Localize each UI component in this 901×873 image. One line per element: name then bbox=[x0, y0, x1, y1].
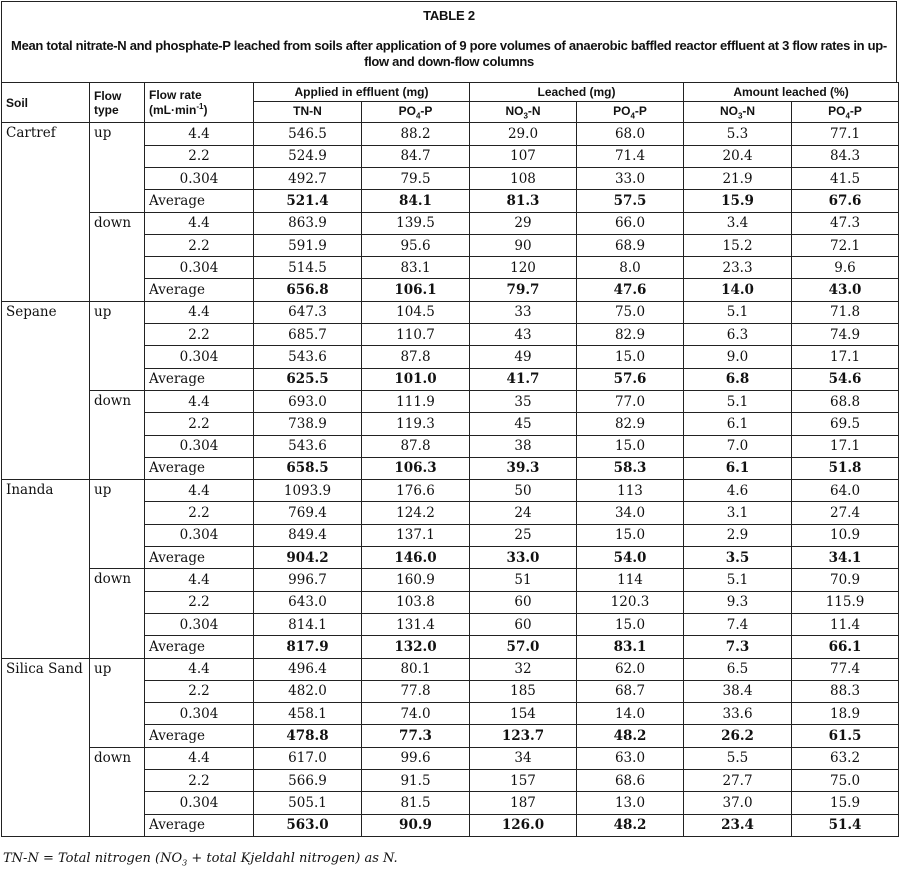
value-cell: 111.9 bbox=[362, 390, 470, 412]
value-cell: 5.1 bbox=[684, 301, 792, 323]
table-row bbox=[2, 747, 899, 769]
value-cell: 87.8 bbox=[362, 346, 470, 368]
value-cell: 20.4 bbox=[684, 145, 792, 167]
header-flow-type: Flow type bbox=[90, 83, 145, 123]
average-value: 478.8 bbox=[254, 725, 362, 747]
value-cell: 8.0 bbox=[577, 257, 684, 279]
subheader-suffix: -P bbox=[634, 104, 647, 118]
flow-rate-cell: 4.4 bbox=[145, 658, 254, 680]
value-cell: 814.1 bbox=[254, 613, 362, 635]
value-cell: 514.5 bbox=[254, 257, 362, 279]
value-cell: 74.9 bbox=[792, 324, 899, 346]
value-cell: 75.0 bbox=[577, 301, 684, 323]
subheader-subscript: 4 bbox=[630, 111, 635, 121]
value-cell: 47.3 bbox=[792, 212, 899, 234]
flow-rate-cell: 2.2 bbox=[145, 770, 254, 792]
value-cell: 70.9 bbox=[792, 569, 899, 591]
value-cell: 17.1 bbox=[792, 435, 899, 457]
average-value: 54.0 bbox=[577, 547, 684, 569]
value-cell: 29.0 bbox=[470, 123, 577, 145]
value-cell: 75.0 bbox=[792, 770, 899, 792]
subheader-1 bbox=[362, 102, 470, 123]
value-cell: 68.0 bbox=[577, 123, 684, 145]
value-cell: 90 bbox=[470, 234, 577, 256]
value-cell: 505.1 bbox=[254, 792, 362, 814]
value-cell: 38.4 bbox=[684, 680, 792, 702]
subheader-2 bbox=[470, 102, 577, 123]
value-cell: 546.5 bbox=[254, 123, 362, 145]
value-cell: 82.9 bbox=[577, 324, 684, 346]
average-value: 34.1 bbox=[792, 547, 899, 569]
average-value: 84.1 bbox=[362, 190, 470, 212]
data-table bbox=[1, 82, 899, 837]
header-flow-rate bbox=[145, 83, 254, 123]
value-cell: 591.9 bbox=[254, 234, 362, 256]
average-value: 904.2 bbox=[254, 547, 362, 569]
subheader-5 bbox=[792, 102, 899, 123]
subheader-4 bbox=[684, 102, 792, 123]
average-label: Average bbox=[145, 725, 254, 747]
value-cell: 7.0 bbox=[684, 435, 792, 457]
value-cell: 27.4 bbox=[792, 502, 899, 524]
subheader-subscript: 4 bbox=[845, 111, 850, 121]
value-cell: 5.5 bbox=[684, 747, 792, 769]
average-value: 23.4 bbox=[684, 814, 792, 836]
value-cell: 69.5 bbox=[792, 413, 899, 435]
value-cell: 137.1 bbox=[362, 524, 470, 546]
average-value: 77.3 bbox=[362, 725, 470, 747]
value-cell: 124.2 bbox=[362, 502, 470, 524]
table-title-box bbox=[1, 1, 897, 82]
value-cell: 120 bbox=[470, 257, 577, 279]
value-cell: 2.9 bbox=[684, 524, 792, 546]
value-cell: 139.5 bbox=[362, 212, 470, 234]
value-cell: 10.9 bbox=[792, 524, 899, 546]
value-cell: 157 bbox=[470, 770, 577, 792]
value-cell: 566.9 bbox=[254, 770, 362, 792]
average-value: 51.8 bbox=[792, 457, 899, 479]
subheader-subscript: 3 bbox=[737, 111, 743, 121]
flow-rate-cell: 0.304 bbox=[145, 524, 254, 546]
value-cell: 83.1 bbox=[362, 257, 470, 279]
value-cell: 87.8 bbox=[362, 435, 470, 457]
value-cell: 68.6 bbox=[577, 770, 684, 792]
average-value: 48.2 bbox=[577, 814, 684, 836]
header-flow-rate-text: Flow rate (mL·min bbox=[149, 88, 202, 118]
value-cell: 77.4 bbox=[792, 658, 899, 680]
value-cell: 68.8 bbox=[792, 390, 899, 412]
soil-name: Cartref bbox=[2, 123, 90, 301]
value-cell: 103.8 bbox=[362, 591, 470, 613]
average-value: 43.0 bbox=[792, 279, 899, 301]
value-cell: 543.6 bbox=[254, 346, 362, 368]
value-cell: 617.0 bbox=[254, 747, 362, 769]
value-cell: 849.4 bbox=[254, 524, 362, 546]
flow-rate-cell: 2.2 bbox=[145, 145, 254, 167]
value-cell: 120.3 bbox=[577, 591, 684, 613]
footnote-text: TN-N = Total nitrogen (NO bbox=[3, 851, 183, 866]
value-cell: 24 bbox=[470, 502, 577, 524]
subheader-suffix: -N bbox=[527, 104, 541, 118]
flow-rate-cell: 4.4 bbox=[145, 390, 254, 412]
subheader-text: NO bbox=[505, 104, 524, 118]
subheader-0 bbox=[254, 102, 362, 123]
value-cell: 185 bbox=[470, 680, 577, 702]
average-value: 658.5 bbox=[254, 457, 362, 479]
table-row bbox=[2, 658, 899, 680]
flow-rate-cell: 2.2 bbox=[145, 502, 254, 524]
average-value: 146.0 bbox=[362, 547, 470, 569]
value-cell: 95.6 bbox=[362, 234, 470, 256]
table-row bbox=[2, 390, 899, 412]
average-value: 57.0 bbox=[470, 636, 577, 658]
average-value: 54.6 bbox=[792, 368, 899, 390]
footnote-text-end: + total Kjeldahl nitrogen) as N. bbox=[187, 851, 398, 866]
subheader-suffix: -N bbox=[742, 104, 756, 118]
subheader-suffix: -P bbox=[849, 104, 862, 118]
average-value: 3.5 bbox=[684, 547, 792, 569]
subheader-subscript: 3 bbox=[523, 111, 528, 121]
average-value: 57.6 bbox=[577, 368, 684, 390]
soil-name: Sepane bbox=[2, 301, 90, 479]
flow-rate-cell: 2.2 bbox=[145, 324, 254, 346]
value-cell: 5.1 bbox=[684, 569, 792, 591]
flow-rate-cell: 2.2 bbox=[145, 413, 254, 435]
average-value: 47.6 bbox=[577, 279, 684, 301]
value-cell: 33.0 bbox=[577, 167, 684, 189]
value-cell: 25 bbox=[470, 524, 577, 546]
average-value: 57.5 bbox=[577, 190, 684, 212]
value-cell: 34 bbox=[470, 747, 577, 769]
flow-rate-cell: 0.304 bbox=[145, 792, 254, 814]
header-flow-rate-end: ) bbox=[203, 103, 208, 118]
average-value: 15.9 bbox=[684, 190, 792, 212]
table-row bbox=[2, 123, 899, 145]
value-cell: 110.7 bbox=[362, 324, 470, 346]
average-value: 123.7 bbox=[470, 725, 577, 747]
value-cell: 82.9 bbox=[577, 413, 684, 435]
average-label: Average bbox=[145, 190, 254, 212]
table-caption: Mean total nitrate-N and phosphate-P leached from soils after application of 9 pore volumes of anaerobic baffled reactor effluent at 3 flow rates in up-flow and down-flow columns bbox=[11, 38, 887, 69]
value-cell: 27.7 bbox=[684, 770, 792, 792]
average-value: 26.2 bbox=[684, 725, 792, 747]
value-cell: 84.3 bbox=[792, 145, 899, 167]
average-value: 48.2 bbox=[577, 725, 684, 747]
value-cell: 647.3 bbox=[254, 301, 362, 323]
value-cell: 15.0 bbox=[577, 524, 684, 546]
subheader-suffix: -P bbox=[420, 104, 433, 118]
flow-rate-cell: 4.4 bbox=[145, 480, 254, 502]
value-cell: 34.0 bbox=[577, 502, 684, 524]
average-value: 61.5 bbox=[792, 725, 899, 747]
table-row bbox=[2, 480, 899, 502]
value-cell: 5.3 bbox=[684, 123, 792, 145]
value-cell: 81.5 bbox=[362, 792, 470, 814]
value-cell: 77.0 bbox=[577, 390, 684, 412]
flow-rate-cell: 0.304 bbox=[145, 703, 254, 725]
value-cell: 769.4 bbox=[254, 502, 362, 524]
flow-rate-cell: 0.304 bbox=[145, 167, 254, 189]
flow-rate-cell: 4.4 bbox=[145, 569, 254, 591]
flow-type: up bbox=[90, 301, 145, 390]
value-cell: 37.0 bbox=[684, 792, 792, 814]
value-cell: 643.0 bbox=[254, 591, 362, 613]
value-cell: 9.6 bbox=[792, 257, 899, 279]
average-label: Average bbox=[145, 368, 254, 390]
value-cell: 9.3 bbox=[684, 591, 792, 613]
value-cell: 71.8 bbox=[792, 301, 899, 323]
value-cell: 9.0 bbox=[684, 346, 792, 368]
average-value: 67.6 bbox=[792, 190, 899, 212]
flow-rate-cell: 4.4 bbox=[145, 301, 254, 323]
value-cell: 458.1 bbox=[254, 703, 362, 725]
value-cell: 15.0 bbox=[577, 435, 684, 457]
flow-type: down bbox=[90, 390, 145, 479]
average-label: Average bbox=[145, 636, 254, 658]
value-cell: 154 bbox=[470, 703, 577, 725]
value-cell: 160.9 bbox=[362, 569, 470, 591]
value-cell: 74.0 bbox=[362, 703, 470, 725]
value-cell: 68.9 bbox=[577, 234, 684, 256]
average-value: 66.1 bbox=[792, 636, 899, 658]
value-cell: 68.7 bbox=[577, 680, 684, 702]
average-value: 656.8 bbox=[254, 279, 362, 301]
value-cell: 11.4 bbox=[792, 613, 899, 635]
value-cell: 119.3 bbox=[362, 413, 470, 435]
value-cell: 33 bbox=[470, 301, 577, 323]
value-cell: 84.7 bbox=[362, 145, 470, 167]
value-cell: 996.7 bbox=[254, 569, 362, 591]
flow-rate-cell: 0.304 bbox=[145, 613, 254, 635]
value-cell: 4.6 bbox=[684, 480, 792, 502]
value-cell: 77.1 bbox=[792, 123, 899, 145]
flow-rate-cell: 4.4 bbox=[145, 123, 254, 145]
average-value: 106.3 bbox=[362, 457, 470, 479]
average-value: 14.0 bbox=[684, 279, 792, 301]
average-value: 126.0 bbox=[470, 814, 577, 836]
value-cell: 482.0 bbox=[254, 680, 362, 702]
value-cell: 32 bbox=[470, 658, 577, 680]
average-label: Average bbox=[145, 547, 254, 569]
average-value: 563.0 bbox=[254, 814, 362, 836]
header-leached: Leached (mg) bbox=[470, 83, 684, 102]
soil-name: Inanda bbox=[2, 480, 90, 658]
value-cell: 29 bbox=[470, 212, 577, 234]
value-cell: 45 bbox=[470, 413, 577, 435]
table-row bbox=[2, 212, 899, 234]
value-cell: 738.9 bbox=[254, 413, 362, 435]
value-cell: 88.2 bbox=[362, 123, 470, 145]
value-cell: 176.6 bbox=[362, 480, 470, 502]
average-value: 625.5 bbox=[254, 368, 362, 390]
value-cell: 115.9 bbox=[792, 591, 899, 613]
value-cell: 14.0 bbox=[577, 703, 684, 725]
value-cell: 23.3 bbox=[684, 257, 792, 279]
value-cell: 43 bbox=[470, 324, 577, 346]
flow-type: down bbox=[90, 569, 145, 658]
value-cell: 71.4 bbox=[577, 145, 684, 167]
value-cell: 35 bbox=[470, 390, 577, 412]
subheader-text: PO bbox=[613, 104, 631, 118]
value-cell: 7.4 bbox=[684, 613, 792, 635]
value-cell: 63.0 bbox=[577, 747, 684, 769]
value-cell: 15.2 bbox=[684, 234, 792, 256]
value-cell: 38 bbox=[470, 435, 577, 457]
value-cell: 693.0 bbox=[254, 390, 362, 412]
average-value: 51.4 bbox=[792, 814, 899, 836]
value-cell: 6.1 bbox=[684, 413, 792, 435]
flow-type: up bbox=[90, 123, 145, 212]
value-cell: 108 bbox=[470, 167, 577, 189]
value-cell: 41.5 bbox=[792, 167, 899, 189]
subheader-3 bbox=[577, 102, 684, 123]
average-value: 79.7 bbox=[470, 279, 577, 301]
subheader-text: PO bbox=[828, 104, 846, 118]
flow-rate-cell: 0.304 bbox=[145, 346, 254, 368]
value-cell: 99.6 bbox=[362, 747, 470, 769]
value-cell: 72.1 bbox=[792, 234, 899, 256]
flow-rate-cell: 0.304 bbox=[145, 435, 254, 457]
flow-rate-cell: 4.4 bbox=[145, 212, 254, 234]
soil-name: Silica Sand bbox=[2, 658, 90, 836]
value-cell: 15.0 bbox=[577, 613, 684, 635]
table-container bbox=[1, 1, 897, 868]
flow-rate-cell: 2.2 bbox=[145, 680, 254, 702]
average-value: 106.1 bbox=[362, 279, 470, 301]
average-value: 817.9 bbox=[254, 636, 362, 658]
value-cell: 18.9 bbox=[792, 703, 899, 725]
value-cell: 3.4 bbox=[684, 212, 792, 234]
table-row bbox=[2, 569, 899, 591]
average-label: Average bbox=[145, 279, 254, 301]
average-value: 81.3 bbox=[470, 190, 577, 212]
subheader-subscript: 4 bbox=[415, 111, 421, 121]
average-value: 521.4 bbox=[254, 190, 362, 212]
value-cell: 114 bbox=[577, 569, 684, 591]
average-value: 6.8 bbox=[684, 368, 792, 390]
flow-type: up bbox=[90, 658, 145, 747]
value-cell: 187 bbox=[470, 792, 577, 814]
header-soil: Soil bbox=[2, 83, 90, 123]
value-cell: 21.9 bbox=[684, 167, 792, 189]
average-value: 7.3 bbox=[684, 636, 792, 658]
value-cell: 524.9 bbox=[254, 145, 362, 167]
value-cell: 17.1 bbox=[792, 346, 899, 368]
table-row bbox=[2, 301, 899, 323]
flow-rate-cell: 4.4 bbox=[145, 747, 254, 769]
value-cell: 3.1 bbox=[684, 502, 792, 524]
header-amount-leached: Amount leached (%) bbox=[684, 83, 899, 102]
value-cell: 6.3 bbox=[684, 324, 792, 346]
value-cell: 131.4 bbox=[362, 613, 470, 635]
average-value: 41.7 bbox=[470, 368, 577, 390]
subheader-text: PO bbox=[398, 104, 416, 118]
flow-type: down bbox=[90, 747, 145, 836]
value-cell: 50 bbox=[470, 480, 577, 502]
value-cell: 49 bbox=[470, 346, 577, 368]
value-cell: 13.0 bbox=[577, 792, 684, 814]
subheader-text: TN-N bbox=[293, 104, 322, 118]
value-cell: 15.0 bbox=[577, 346, 684, 368]
flow-type: up bbox=[90, 480, 145, 569]
value-cell: 104.5 bbox=[362, 301, 470, 323]
average-value: 83.1 bbox=[577, 636, 684, 658]
average-value: 101.0 bbox=[362, 368, 470, 390]
value-cell: 80.1 bbox=[362, 658, 470, 680]
average-value: 39.3 bbox=[470, 457, 577, 479]
value-cell: 496.4 bbox=[254, 658, 362, 680]
value-cell: 77.8 bbox=[362, 680, 470, 702]
value-cell: 60 bbox=[470, 613, 577, 635]
flow-type: down bbox=[90, 212, 145, 301]
value-cell: 863.9 bbox=[254, 212, 362, 234]
header-applied: Applied in effluent (mg) bbox=[254, 83, 470, 102]
average-value: 6.1 bbox=[684, 457, 792, 479]
value-cell: 60 bbox=[470, 591, 577, 613]
value-cell: 492.7 bbox=[254, 167, 362, 189]
flow-rate-cell: 2.2 bbox=[145, 591, 254, 613]
value-cell: 63.2 bbox=[792, 747, 899, 769]
average-value: 90.9 bbox=[362, 814, 470, 836]
value-cell: 15.9 bbox=[792, 792, 899, 814]
value-cell: 66.0 bbox=[577, 212, 684, 234]
header-flow-rate-sup: -1 bbox=[196, 102, 204, 112]
value-cell: 91.5 bbox=[362, 770, 470, 792]
average-label: Average bbox=[145, 457, 254, 479]
subheader-text: NO bbox=[719, 104, 738, 118]
average-value: 132.0 bbox=[362, 636, 470, 658]
average-label: Average bbox=[145, 814, 254, 836]
value-cell: 107 bbox=[470, 145, 577, 167]
value-cell: 543.6 bbox=[254, 435, 362, 457]
table-title: TABLE 2 bbox=[423, 8, 475, 23]
flow-rate-cell: 0.304 bbox=[145, 257, 254, 279]
value-cell: 51 bbox=[470, 569, 577, 591]
value-cell: 62.0 bbox=[577, 658, 684, 680]
footnote-sub: 3 bbox=[182, 858, 188, 868]
value-cell: 5.1 bbox=[684, 390, 792, 412]
value-cell: 113 bbox=[577, 480, 684, 502]
value-cell: 88.3 bbox=[792, 680, 899, 702]
value-cell: 64.0 bbox=[792, 480, 899, 502]
value-cell: 6.5 bbox=[684, 658, 792, 680]
value-cell: 33.6 bbox=[684, 703, 792, 725]
footnote bbox=[3, 851, 398, 868]
value-cell: 685.7 bbox=[254, 324, 362, 346]
average-value: 33.0 bbox=[470, 547, 577, 569]
average-value: 58.3 bbox=[577, 457, 684, 479]
value-cell: 79.5 bbox=[362, 167, 470, 189]
flow-rate-cell: 2.2 bbox=[145, 234, 254, 256]
value-cell: 1093.9 bbox=[254, 480, 362, 502]
